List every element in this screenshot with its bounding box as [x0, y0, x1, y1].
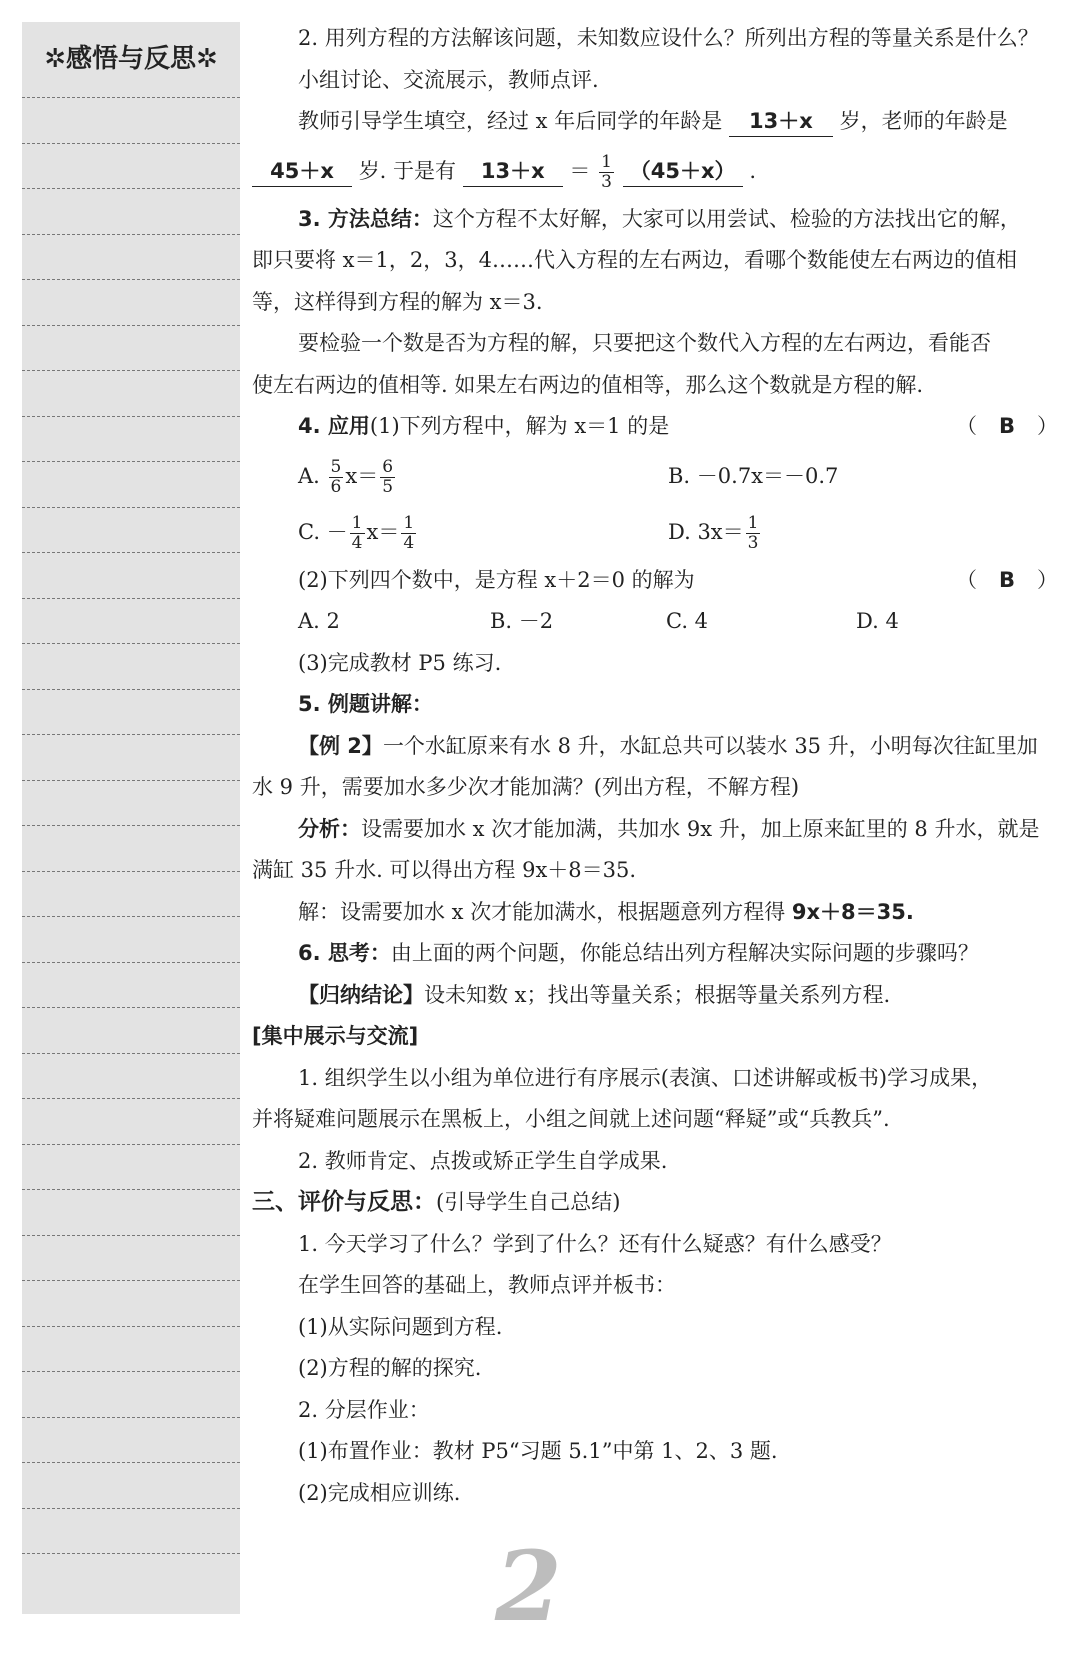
- denominator: 4: [403, 532, 415, 553]
- example-line2: 水 9 升，需要加水多少次才能加满？(列出方程，不解方程): [252, 775, 800, 799]
- fraction-one-third: [599, 153, 614, 192]
- item3-line1: [252, 199, 1058, 241]
- eval-line3: (2)方程的解的探究.: [298, 1356, 482, 1380]
- display-heading: [集中展示与交流]: [252, 1024, 419, 1048]
- fraction-denominator: 3: [601, 171, 612, 192]
- q2-option-d: D. 4: [856, 609, 899, 633]
- eval-q1: 1. 今天学习了什么？学到了什么？还有什么疑惑？有什么感受？: [298, 1231, 892, 1256]
- item3-label: 3. 方法总结：: [298, 206, 433, 231]
- option-c-prefix: C. －: [298, 519, 348, 544]
- note-line: [22, 507, 240, 508]
- homework-label: 2. 分层作业：: [298, 1397, 430, 1422]
- answer-bracket-1: （ B ）: [956, 406, 1058, 448]
- note-line: [22, 461, 240, 462]
- analysis-line2: 满缸 35 升水. 可以得出方程 9x＋8＝35.: [252, 858, 637, 882]
- q2-option-b: B. －2: [490, 609, 554, 633]
- note-line: [22, 1508, 240, 1509]
- analysis-label: 分析：: [298, 816, 361, 841]
- option-a-prefix: A.: [298, 463, 320, 488]
- display-p2: 2. 教师肯定、点拨或矫正学生自学成果.: [298, 1148, 668, 1173]
- fraction: [350, 514, 365, 553]
- option-c: [298, 504, 668, 560]
- note-line: [22, 643, 240, 644]
- answer-2: B: [998, 567, 1015, 592]
- item6-line: [252, 933, 1058, 975]
- note-line: [22, 1189, 240, 1190]
- note-line: [22, 416, 240, 417]
- item4-q2-options: [252, 601, 1058, 643]
- item3-line2: 即只要将 x＝1，2，3，4……代入方程的左右两边，看哪个数能使左右两边的值相: [252, 248, 1017, 272]
- note-line: [22, 1280, 240, 1281]
- conclusion-label: 【归纳结论】: [298, 982, 424, 1007]
- note-line: [22, 143, 240, 144]
- numerator: 1: [403, 512, 415, 533]
- option-a-mid: x＝: [345, 463, 379, 488]
- item3-line5: 使左右两边的值相等. 如果左右两边的值相等，那么这个数就是方程的解.: [252, 372, 924, 397]
- fraction: [746, 514, 761, 553]
- note-line: [22, 916, 240, 917]
- numerator: 1: [747, 512, 759, 533]
- item5-label: 5. 例题讲解：: [298, 692, 433, 716]
- item6-text: 由上面的两个问题，你能总结出列方程解决实际问题的步骤吗？: [390, 941, 979, 965]
- option-d-prefix: D. 3x＝: [668, 519, 744, 544]
- sidebar: [22, 22, 240, 1614]
- option-d: [668, 504, 762, 560]
- item2-fill-line1: [252, 101, 1058, 143]
- denominator: 3: [747, 532, 759, 553]
- item4-q2: [252, 560, 1058, 602]
- homework-1: (1)布置作业：教材 P5“习题 5.1”中第 1、2、3 题.: [298, 1439, 778, 1463]
- item2-discuss: 小组讨论、交流展示，教师点评.: [298, 67, 599, 92]
- solution-text: 解：设需要加水 x 次才能加满水，根据题意列方程得: [298, 899, 786, 924]
- option-a: [298, 448, 668, 504]
- note-line: [22, 188, 240, 189]
- fraction: [380, 458, 395, 497]
- conclusion-text: 设未知数 x；找出等量关系；根据等量关系列方程.: [424, 982, 891, 1007]
- fraction-numerator: 1: [601, 151, 612, 172]
- item2-fill-line2: [252, 143, 1058, 199]
- note-line: [22, 962, 240, 963]
- note-line: [22, 780, 240, 781]
- option-c-mid: x＝: [366, 519, 400, 544]
- analysis-text: 设需要加水 x 次才能加满，共加水 9x 升，加上原来缸里的 8 升水，就是: [361, 816, 1040, 841]
- denominator: 4: [351, 532, 363, 553]
- denominator: 6: [330, 476, 342, 497]
- note-line: [22, 97, 240, 98]
- note-line: [22, 1417, 240, 1418]
- display-p1b: 并将疑难问题展示在黑板上，小组之间就上述问题“释疑”或“兵教兵”.: [252, 1107, 890, 1131]
- blank-student-age: 13＋x: [729, 106, 833, 137]
- eval-line2: (1)从实际问题到方程.: [298, 1314, 503, 1339]
- q2-option-c: C. 4: [666, 609, 709, 633]
- example-line1: [252, 726, 1058, 768]
- note-line: [22, 1144, 240, 1145]
- eval-heading-line: [252, 1182, 1058, 1224]
- item3-text: 这个方程不太好解，大家可以用尝试、检验的方法找出它的解，: [432, 206, 1021, 231]
- lesson-content: [252, 18, 1058, 1514]
- example-text: 一个水缸原来有水 8 升，水缸总共可以装水 35 升，小明每次往缸里加: [382, 733, 1038, 758]
- numerator: 6: [382, 456, 394, 477]
- denominator: 5: [382, 476, 394, 497]
- note-line: [22, 1053, 240, 1054]
- item6-label: 6. 思考：: [298, 941, 391, 965]
- answer-bracket-2: （ B ）: [956, 560, 1058, 602]
- blank-rhs: （45＋x）: [623, 156, 743, 187]
- item2-question: 2. 用列方程的方法解该问题，未知数应设什么？所列出方程的等量关系是什么？: [298, 26, 1039, 50]
- display-p1a: 1. 组织学生以小组为单位进行有序展示(表演、口述讲解或板书)学习成果，: [298, 1065, 993, 1090]
- option-b: B. －0.7x＝－0.7: [668, 463, 839, 488]
- eval-subheading: (引导学生自己总结): [436, 1190, 621, 1214]
- page-number: 2: [495, 1530, 562, 1643]
- solution-equation: 9x＋8＝35.: [791, 899, 914, 924]
- eval-heading: 三、评价与反思：: [252, 1189, 436, 1215]
- note-line: [22, 871, 240, 872]
- note-line: [22, 1098, 240, 1099]
- note-line: [22, 279, 240, 280]
- conclusion-line: [252, 975, 1058, 1017]
- item4-q1-text: (1)下列方程中，解为 x＝1 的是: [369, 414, 670, 438]
- item4-q2-text: (2)下列四个数中，是方程 x＋2＝0 的解为: [298, 567, 695, 592]
- answer-1: B: [998, 414, 1015, 438]
- numerator: 5: [330, 456, 342, 477]
- note-line: [22, 552, 240, 553]
- sidebar-title: ✲感悟与反思✲: [44, 44, 218, 74]
- note-line: [22, 1235, 240, 1236]
- fill-text: 教师引导学生填空，经过 x 年后同学的年龄是: [298, 109, 723, 133]
- item4-label: 4. 应用: [298, 414, 370, 438]
- item3-line4: 要检验一个数是否为方程的解，只要把这个数代入方程的左右两边，看能否: [298, 331, 991, 355]
- note-line: [22, 734, 240, 735]
- note-line: [22, 825, 240, 826]
- eval-line1: 在学生回答的基础上，教师点评并板书：: [298, 1273, 676, 1297]
- blank-lhs: 13＋x: [463, 156, 563, 187]
- note-line: [22, 1007, 240, 1008]
- item4-q1: [252, 406, 1058, 448]
- fill-text: 岁. 于是有: [358, 158, 457, 183]
- solution-line: [252, 892, 1058, 934]
- analysis-line1: [252, 809, 1058, 851]
- note-line: [22, 689, 240, 690]
- blank-teacher-age: 45＋x: [252, 156, 352, 187]
- note-line: [22, 1371, 240, 1372]
- note-line: [22, 598, 240, 599]
- note-line: [22, 1326, 240, 1327]
- q2-option-a: A. 2: [298, 609, 340, 633]
- fill-text: 岁，老师的年龄是: [839, 109, 1008, 133]
- item4-q3: (3)完成教材 P5 练习.: [298, 650, 502, 675]
- note-line: [22, 234, 240, 235]
- fraction: [401, 514, 416, 553]
- note-line: [22, 1462, 240, 1463]
- equals-sign: ＝: [569, 158, 591, 183]
- period: .: [749, 158, 756, 183]
- item4-options-cd: [252, 504, 1058, 560]
- item4-options-ab: [252, 448, 1058, 504]
- item3-line3: 等，这样得到方程的解为 x＝3.: [252, 289, 543, 314]
- note-line: [22, 1553, 240, 1554]
- note-line: [22, 325, 240, 326]
- fraction: [329, 458, 344, 497]
- numerator: 1: [351, 512, 363, 533]
- example-label: 【例 2】: [298, 733, 383, 758]
- note-line: [22, 370, 240, 371]
- homework-2: (2)完成相应训练.: [298, 1480, 461, 1505]
